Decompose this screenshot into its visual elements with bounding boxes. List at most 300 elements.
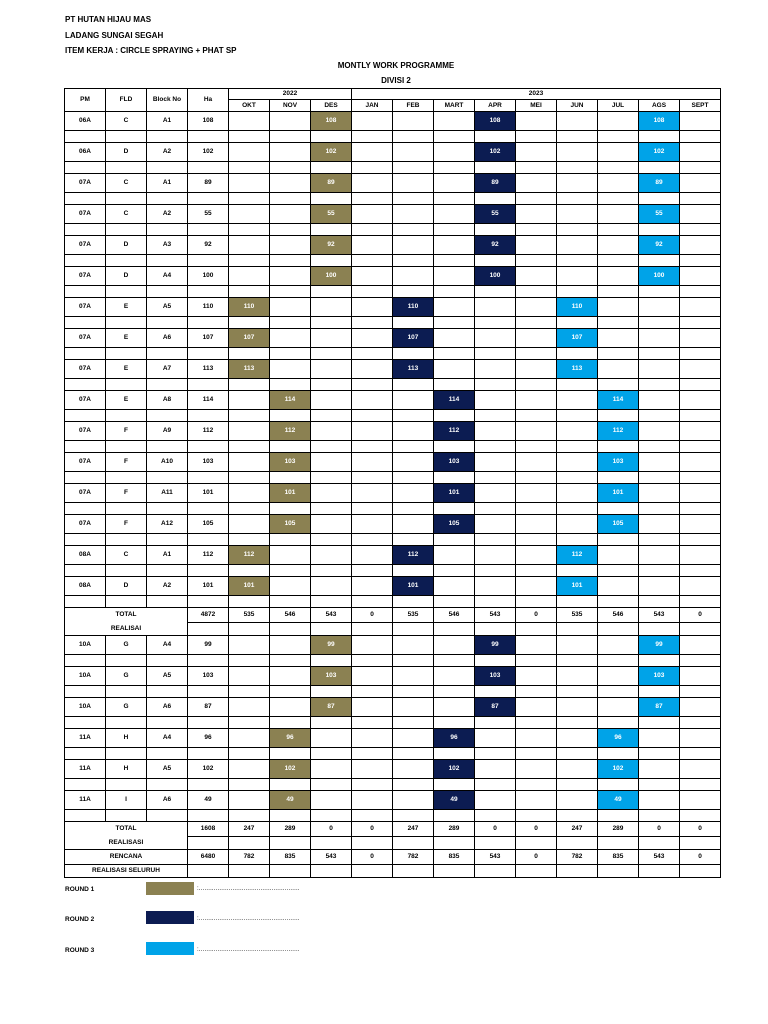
spacer-cell [516,810,557,822]
spacer-cell [475,717,516,729]
spacer-cell [352,193,393,205]
month-cell [352,515,393,534]
block-row [65,577,721,596]
spacer-cell [311,131,352,143]
month-cell [516,360,557,379]
month-cell [475,329,516,348]
spacer-cell [475,348,516,360]
estate-name: LADANG SUNGAI SEGAH [65,31,164,40]
spacer-cell [311,717,352,729]
fld-cell: G [106,636,147,655]
month-cell [598,267,639,286]
spacer-cell [65,686,106,698]
ha-cell: 87 [188,698,229,717]
spacer-cell [352,565,393,577]
rencana-month-value: 782 [229,850,270,865]
month-cell [270,667,311,686]
spacer-cell [106,534,147,546]
spacer-cell [311,255,352,267]
round-1-cell: 101 [270,484,311,503]
spacer-cell [393,596,434,608]
month-cell [557,112,598,131]
month-cell [270,236,311,255]
pm-cell: 08A [65,546,106,565]
month-cell [352,112,393,131]
fld-cell: D [106,577,147,596]
round-3-cell: 92 [639,236,680,255]
rencana-month-value: 782 [557,850,598,865]
spacer-cell [311,596,352,608]
spacer-cell [106,779,147,791]
month-cell [352,174,393,193]
spacer-cell [680,779,721,791]
month-cell [229,667,270,686]
spacer-cell [147,717,188,729]
spacer-cell [516,472,557,484]
month-cell [352,484,393,503]
round-3-cell: 55 [639,205,680,224]
round-1-cell: 101 [229,577,270,596]
month-cell [393,205,434,224]
block-row [65,484,721,503]
spacer-cell [188,162,229,174]
spacer-cell [229,655,270,667]
spacer-cell [229,410,270,422]
spacer-cell [147,596,188,608]
realisasi-seluruh-cell [311,865,352,878]
rencana-month-value: 0 [516,850,557,865]
spacer-cell [229,348,270,360]
spacer-cell [557,255,598,267]
spacer-cell [106,472,147,484]
spacer-cell [393,379,434,391]
month-cell [434,329,475,348]
spacer-cell [557,779,598,791]
spacer-cell [393,131,434,143]
month-cell [393,422,434,441]
month-cell [270,546,311,565]
month-cell [557,760,598,779]
spacer-cell [680,193,721,205]
month-cell [352,453,393,472]
spacer-cell [270,596,311,608]
total-month-value: 0 [680,822,721,837]
month-cell [393,667,434,686]
pm-cell: 10A [65,636,106,655]
spacer-cell [434,655,475,667]
spacer-cell [475,596,516,608]
block-cell: A1 [147,174,188,193]
total-month-value: 546 [598,608,639,623]
block-row [65,112,721,131]
realisasi-cell [639,837,680,850]
spacer-cell [229,162,270,174]
spacer-cell [598,348,639,360]
total-month-value: 289 [270,822,311,837]
month-cell [311,453,352,472]
spacer-cell [188,317,229,329]
spacer-cell [188,348,229,360]
month-cell [270,636,311,655]
realisasi-cell [393,837,434,850]
spacer-cell [680,379,721,391]
month-cell [475,360,516,379]
pm-cell: 07A [65,298,106,317]
spacer-cell [188,596,229,608]
month-cell [393,484,434,503]
realisasi-seluruh-cell [270,865,311,878]
spacer-cell [393,286,434,298]
month-cell [557,205,598,224]
spacer-cell [65,748,106,760]
spacer-cell [434,317,475,329]
month-cell [475,453,516,472]
spacer-cell [680,255,721,267]
spacer-cell [639,472,680,484]
spacer-cell [229,686,270,698]
month-cell [229,236,270,255]
month-cell [352,791,393,810]
spacer-cell [188,441,229,453]
spacer-cell [352,596,393,608]
spacer-cell [147,565,188,577]
month-cell [475,391,516,410]
rencana-month-value: 835 [270,850,311,865]
spacer-cell [557,748,598,760]
spacer-cell [639,379,680,391]
block-row [65,267,721,286]
spacer-cell [434,717,475,729]
rencana-month-value: 782 [393,850,434,865]
month-cell [516,453,557,472]
spacer-cell [311,162,352,174]
realisasi-cell [311,837,352,850]
spacer-cell [352,224,393,236]
spacer-cell [106,286,147,298]
round-2-cell: 92 [475,236,516,255]
spacer-cell [147,655,188,667]
month-cell [598,143,639,162]
spacer-cell [65,224,106,236]
month-cell [229,267,270,286]
spacer-cell [352,717,393,729]
spacer-cell [516,503,557,515]
spacer-cell [106,379,147,391]
round-3-cell: 102 [598,760,639,779]
ha-cell: 49 [188,791,229,810]
spacer-cell [393,224,434,236]
month-cell [434,698,475,717]
spacer-cell [434,348,475,360]
spacer-cell [311,503,352,515]
month-cell [475,484,516,503]
rencana-month-value: 0 [680,850,721,865]
spacer-cell [65,565,106,577]
spacer-cell [311,193,352,205]
spacer-cell [65,193,106,205]
spacer-cell [65,162,106,174]
round-2-cell: 112 [393,546,434,565]
spacer-cell [106,317,147,329]
realisasi-seluruh-cell [557,865,598,878]
total-month-value: 289 [598,822,639,837]
month-cell [598,360,639,379]
month-cell [680,546,721,565]
month-cell [229,453,270,472]
realisasi-cell [188,837,229,850]
fld-cell: E [106,360,147,379]
spacer-cell [188,717,229,729]
month-cell [229,698,270,717]
round-2-cell: 107 [393,329,434,348]
block-row [65,791,721,810]
pm-cell: 11A [65,791,106,810]
spacer-cell [147,472,188,484]
month-cell [434,360,475,379]
spacer-cell [147,534,188,546]
round-1-cell: 87 [311,698,352,717]
spacer-cell [434,565,475,577]
division-title: DIVISI 2 [381,76,411,85]
header-month: DES [311,100,352,112]
round-3-cell: 102 [639,143,680,162]
spacer-cell [65,503,106,515]
spacer-cell [352,162,393,174]
spacer-cell [106,748,147,760]
month-cell [680,236,721,255]
spacer-cell [680,472,721,484]
spacer-cell [229,255,270,267]
month-cell [229,484,270,503]
spacer-cell [106,410,147,422]
round-2-cell: 87 [475,698,516,717]
month-cell [311,391,352,410]
round-2-cell: 114 [434,391,475,410]
month-cell [639,791,680,810]
spacer-cell [557,286,598,298]
realisasi-cell [475,837,516,850]
realisasi-cell [557,837,598,850]
spacer-cell [557,503,598,515]
round-2-cell: 113 [393,360,434,379]
fld-cell: E [106,298,147,317]
month-cell [352,667,393,686]
spacer-cell [516,779,557,791]
month-cell [680,484,721,503]
spacer-cell [311,441,352,453]
spacer-cell [516,748,557,760]
spacer-cell [393,503,434,515]
month-cell [598,577,639,596]
spacer-cell [516,255,557,267]
month-cell [311,791,352,810]
month-cell [270,577,311,596]
month-cell [434,577,475,596]
fld-cell: C [106,112,147,131]
spacer-cell [680,810,721,822]
round-3-cell: 89 [639,174,680,193]
spacer-cell [557,717,598,729]
spacer-cell [270,565,311,577]
month-cell [434,143,475,162]
spacer-cell [434,379,475,391]
spacer-cell [147,810,188,822]
pm-cell: 06A [65,112,106,131]
spacer-cell [270,255,311,267]
spacer-cell [598,255,639,267]
month-cell [352,636,393,655]
spacer-cell [270,193,311,205]
month-cell [229,422,270,441]
spacer-cell [680,503,721,515]
realisasi-seluruh-cell [434,865,475,878]
block-row [65,667,721,686]
round-1-cell: 105 [270,515,311,534]
month-cell [475,577,516,596]
month-cell [352,205,393,224]
spacer-cell [229,131,270,143]
spacer-cell [557,810,598,822]
spacer-cell [65,717,106,729]
month-cell [680,112,721,131]
spacer-cell [147,503,188,515]
spacer-cell [65,472,106,484]
header-fld: FLD [106,89,147,112]
spacer-cell [65,534,106,546]
month-cell [557,667,598,686]
spacer-cell [557,686,598,698]
spacer-cell [475,379,516,391]
month-cell [598,112,639,131]
pm-cell: 08A [65,577,106,596]
block-cell: A10 [147,453,188,472]
round-1-cell: 89 [311,174,352,193]
spacer-cell [475,655,516,667]
realisasi-seluruh-cell [229,865,270,878]
spacer-cell [475,286,516,298]
month-cell [434,636,475,655]
total-month-value: 543 [639,608,680,623]
spacer-cell [270,810,311,822]
header-month: AGS [639,100,680,112]
header-month: JUL [598,100,639,112]
total-month-value: 535 [229,608,270,623]
month-cell [434,546,475,565]
spacer-cell [188,748,229,760]
block-row [65,453,721,472]
spacer-cell [516,162,557,174]
month-cell [393,112,434,131]
header-month: MEI [516,100,557,112]
spacer-cell [434,162,475,174]
month-cell [270,267,311,286]
realisasi-cell [516,623,557,636]
month-cell [516,546,557,565]
spacer-cell [516,441,557,453]
ha-cell: 89 [188,174,229,193]
month-cell [311,577,352,596]
block-cell: A6 [147,698,188,717]
pm-cell: 07A [65,391,106,410]
month-cell [393,636,434,655]
spacer-cell [598,317,639,329]
spacer-cell [352,810,393,822]
fld-cell: C [106,546,147,565]
spacer-cell [65,255,106,267]
spacer-cell [147,162,188,174]
month-cell [352,236,393,255]
spacer-cell [598,503,639,515]
fld-cell: E [106,329,147,348]
spacer-cell [393,686,434,698]
spacer-cell [598,472,639,484]
month-cell [352,267,393,286]
month-cell [639,760,680,779]
block-row [65,422,721,441]
spacer-cell [639,779,680,791]
round-3-cell: 114 [598,391,639,410]
spacer-cell [229,717,270,729]
round-1-cell: 100 [311,267,352,286]
month-cell [352,760,393,779]
spacer-cell [475,503,516,515]
realisasi-seluruh-cell [393,865,434,878]
round-2-cell: 49 [434,791,475,810]
spacer-cell [65,379,106,391]
spacer-cell [65,348,106,360]
spacer-cell [475,748,516,760]
spacer-cell [475,193,516,205]
month-cell [311,484,352,503]
month-cell [516,205,557,224]
rencana-month-value: 543 [311,850,352,865]
spacer-cell [639,596,680,608]
spacer-cell [393,162,434,174]
pm-cell: 07A [65,422,106,441]
spacer-cell [106,224,147,236]
spacer-cell [65,131,106,143]
month-cell [270,174,311,193]
round-3-cell: 108 [639,112,680,131]
spacer-cell [229,596,270,608]
spacer-cell [516,534,557,546]
fld-cell: H [106,760,147,779]
spacer-cell [680,286,721,298]
month-cell [270,360,311,379]
spacer-cell [598,224,639,236]
month-cell [516,391,557,410]
month-cell [639,484,680,503]
spacer-cell [680,162,721,174]
round-3-cell: 103 [639,667,680,686]
month-cell [516,729,557,748]
spacer-cell [270,286,311,298]
spacer-cell [516,131,557,143]
spacer-cell [598,565,639,577]
month-cell [639,546,680,565]
spacer-cell [106,686,147,698]
total-month-value: 247 [557,822,598,837]
spacer-cell [311,748,352,760]
block-cell: A6 [147,791,188,810]
fld-cell: F [106,422,147,441]
spacer-cell [516,596,557,608]
month-cell [598,546,639,565]
header-month: FEB [393,100,434,112]
block-row [65,174,721,193]
month-cell [475,791,516,810]
spacer-cell [639,193,680,205]
